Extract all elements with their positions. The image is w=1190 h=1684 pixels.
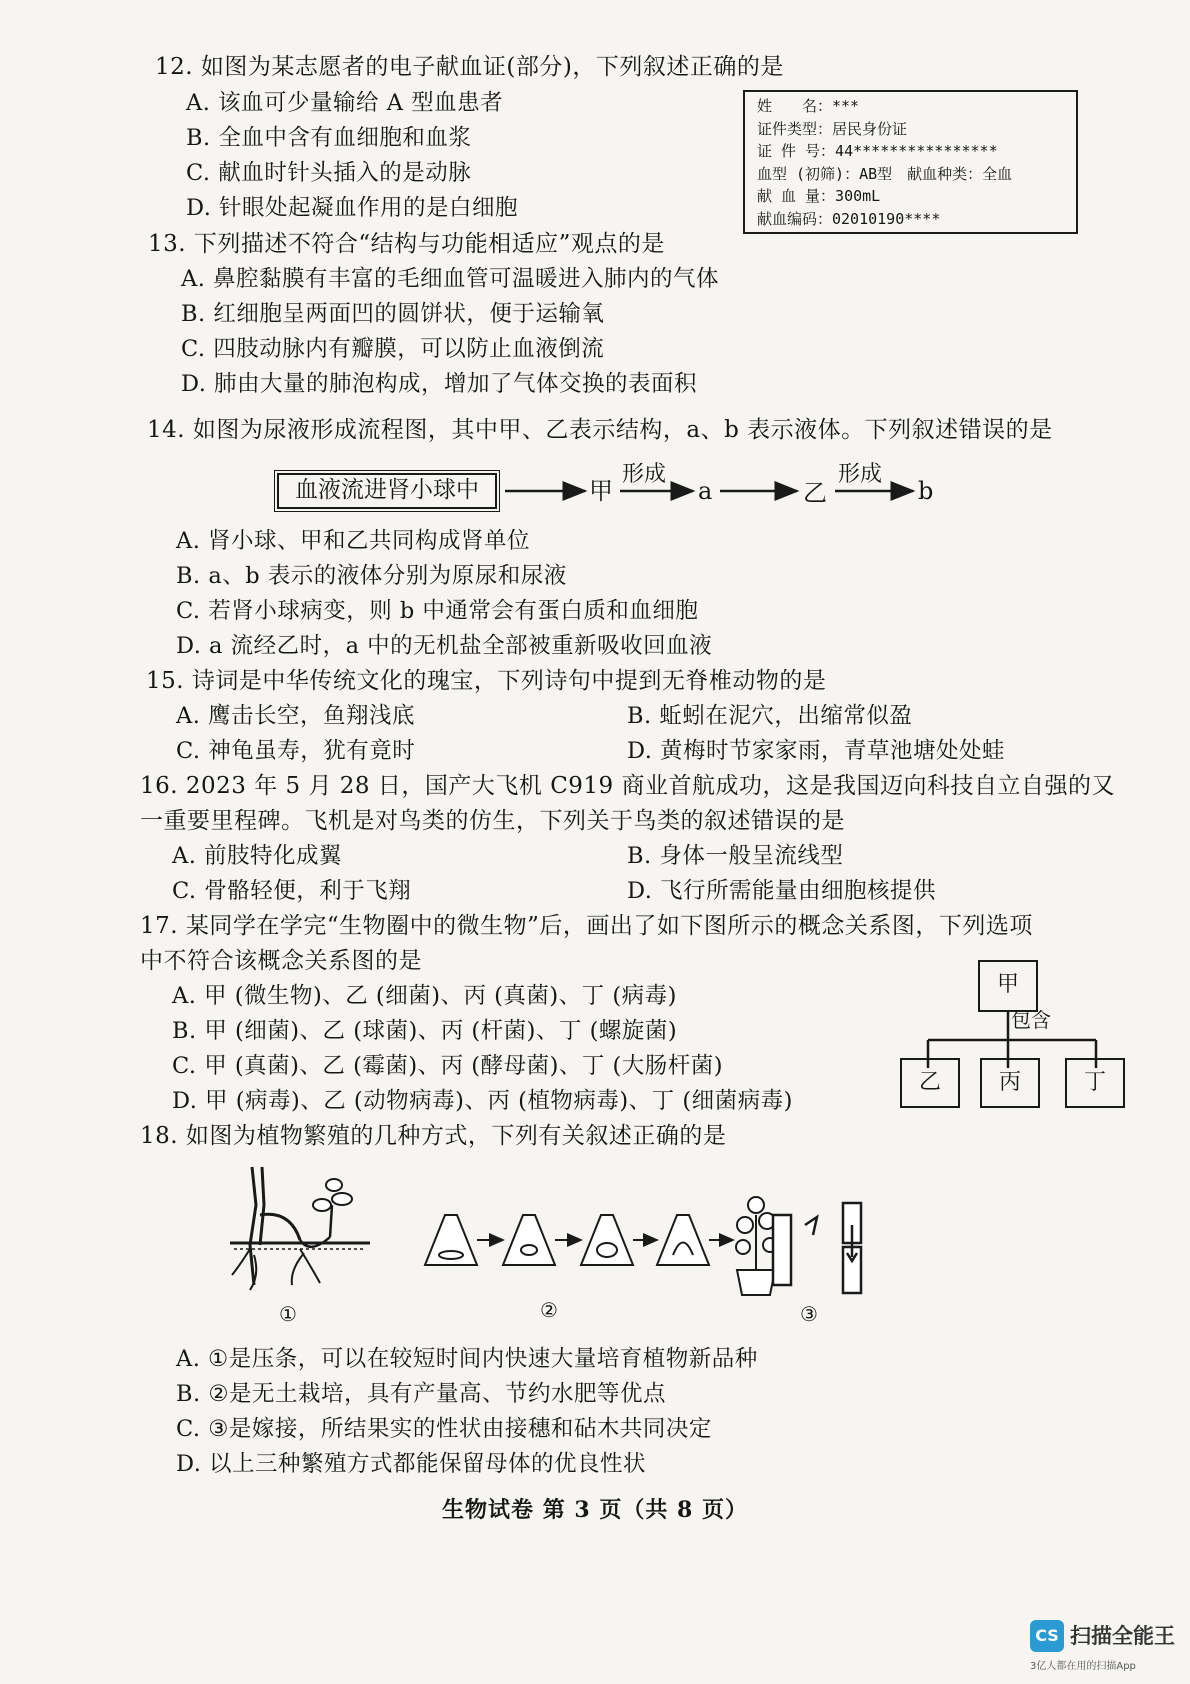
q13-option-a: A. 鼻腔黏膜有丰富的毛细血管可温暖进入肺内的气体 [181,266,720,292]
q16-option-a: A. 前肢特化成翼 [172,843,343,869]
q16-option-d: D. 飞行所需能量由细胞核提供 [627,878,937,904]
card-volume: 献 血 量：300mL [757,187,881,205]
page-footer: 生物试卷 第 3 页（共 8 页） [442,1497,748,1523]
card-blood: 血型 (初筛)：AB型 献血种类：全血 [757,164,1013,183]
q18-option-d: D. 以上三种繁殖方式都能保留母体的优良性状 [176,1451,647,1477]
q12-option-b: B. 全血中含有血细胞和血浆 [186,125,472,151]
q18-option-b: B. ②是无土栽培，具有产量高、节约水肥等优点 [176,1381,667,1407]
q12-option-d: D. 针眼处起凝血作用的是白细胞 [186,195,519,221]
q12-option-a: A. 该血可少量输给 A 型血患者 [186,90,504,116]
grafting-illustration [765,1195,875,1305]
flow-start-box: 血液流进肾小球中 [277,473,497,509]
q13-option-b: B. 红细胞呈两面凹的圆饼状，便于运输氧 [181,301,605,327]
figure-1-label: ① [279,1302,297,1326]
card-idno: 证 件 号：44**************** [757,142,998,160]
q18-option-a: A. ①是压条，可以在较短时间内快速大量培育植物新品种 [176,1346,758,1372]
flow-b: b [918,477,934,505]
q18-stem: 18. 如图为植物繁殖的几种方式，下列有关叙述正确的是 [140,1123,727,1149]
q16-option-c: C. 骨骼轻便，利于飞翔 [172,878,412,904]
tissue-culture-illustration [415,1195,785,1305]
figure-2-label: ② [540,1298,558,1322]
q14-option-b: B. a、b 表示的液体分别为原尿和尿液 [176,563,567,589]
q18-option-c: C. ③是嫁接，所结果实的性状由接穗和砧木共同决定 [176,1416,712,1442]
layering-illustration [230,1165,380,1300]
concept-box-bing: 丙 [980,1058,1040,1108]
q13-stem: 13. 下列描述不符合“结构与功能相适应”观点的是 [148,231,665,257]
card-name: 姓 名：*** [757,97,860,115]
q15-option-b: B. 蚯蚓在泥穴，出缩常似盈 [627,703,913,729]
q17-option-a: A. 甲 (微生物)、乙 (细菌)、丙 (真菌)、丁 (病毒) [172,983,677,1009]
flow-jia: 甲 [589,477,613,505]
camscanner-logo: CS [1030,1620,1064,1652]
q17-stem-line2: 中不符合该概念关系图的是 [140,948,422,974]
q17-option-b: B. 甲 (细菌)、乙 (球菌)、丙 (杆菌)、丁 (螺旋菌) [172,1018,678,1044]
q12-stem: 12. 如图为某志愿者的电子献血证(部分)，下列叙述正确的是 [155,54,784,80]
q14-option-a: A. 肾小球、甲和乙共同构成肾单位 [176,528,531,554]
camscanner-slogan: 3亿人都在用的扫描App [1030,1661,1136,1672]
q14-option-d: D. a 流经乙时，a 中的无机盐全部被重新吸收回血液 [176,633,713,659]
flow-a: a [698,477,713,505]
concept-box-yi: 乙 [900,1058,960,1108]
q15-option-c: C. 神龟虽寿，犹有竟时 [176,738,416,764]
q17-option-d: D. 甲 (病毒)、乙 (动物病毒)、丙 (植物病毒)、丁 (细菌病毒) [172,1088,793,1114]
q15-stem: 15. 诗词是中华传统文化的瑰宝，下列诗句中提到无脊椎动物的是 [146,668,827,694]
card-idtype: 证件类型：居民身份证 [757,119,908,138]
q15-option-d: D. 黄梅时节家家雨，青草池塘处处蛙 [627,738,1006,764]
q13-option-c: C. 四肢动脉内有瓣膜，可以防止血液倒流 [181,336,605,362]
q16-option-b: B. 身体一般呈流线型 [627,843,844,869]
q16-stem-line2: 一重要里程碑。飞机是对鸟类的仿生，下列关于鸟类的叙述错误的是 [140,808,845,834]
figure-3-label: ③ [800,1302,818,1326]
q15-option-a: A. 鹰击长空，鱼翔浅底 [176,703,416,729]
concept-relation-label: 包含 [1011,1008,1051,1032]
concept-box-ding: 丁 [1065,1058,1125,1108]
concept-box-jia: 甲 [978,960,1038,1012]
q14-stem: 14. 如图为尿液形成流程图，其中甲、乙表示结构，a、b 表示液体。下列叙述错误的是 [147,417,1053,443]
q16-stem-line1: 16. 2023 年 5 月 28 日，国产大飞机 C919 商业首航成功，这是我国迈向科技自立自强的又 [140,773,1115,799]
q13-option-d: D. 肺由大量的肺泡构成，增加了气体交换的表面积 [181,371,698,397]
q17-stem-line1: 17. 某同学在学完“生物圈中的微生物”后，画出了如下图所示的概念关系图，下列选项 [140,913,1033,939]
flow-yi: 乙 [803,479,827,507]
q17-option-c: C. 甲 (真菌)、乙 (霉菌)、丙 (酵母菌)、丁 (大肠杆菌) [172,1053,724,1079]
q14-option-c: C. 若肾小球病变，则 b 中通常会有蛋白质和血细胞 [176,598,699,624]
flow-form-1: 形成 [622,462,667,487]
card-code: 献血编码：02010190**** [757,209,941,228]
q12-option-c: C. 献血时针头插入的是动脉 [186,160,472,186]
flow-form-2: 形成 [838,462,883,487]
camscanner-name: 扫描全能王 [1070,1624,1175,1648]
